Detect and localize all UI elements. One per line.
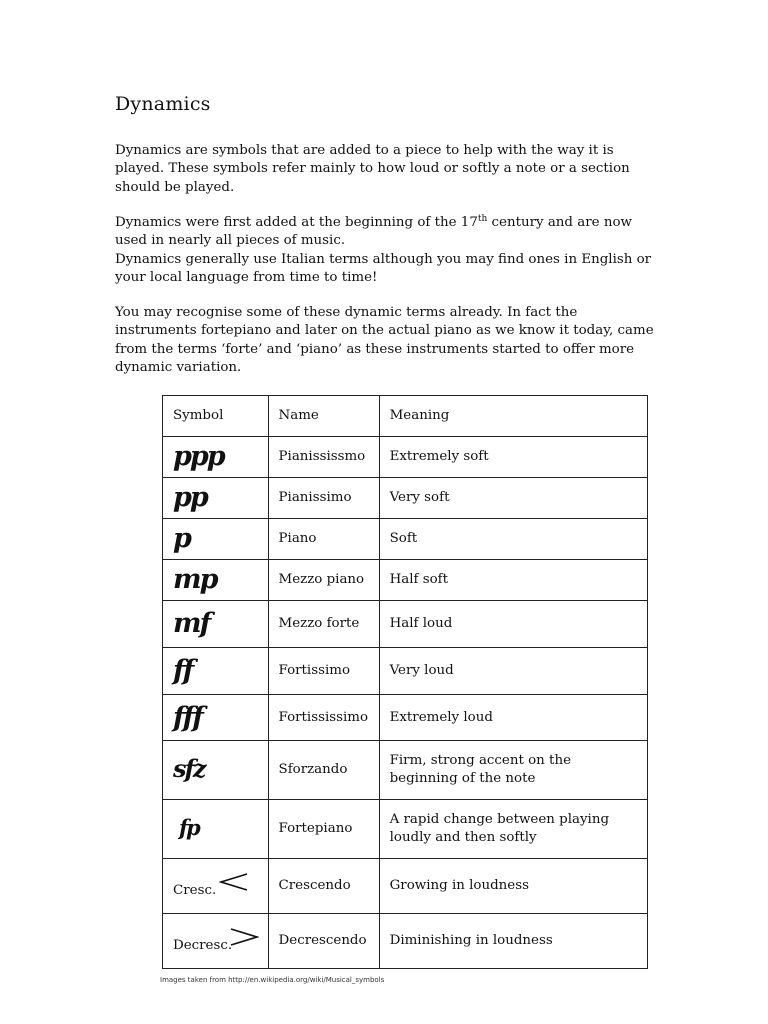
crescendo-hairpin-icon [219, 872, 249, 892]
table-row [163, 741, 648, 800]
crescendo-symbol [173, 866, 258, 906]
sfz-symbol: sfz [173, 754, 205, 783]
row-name: Fortissimo [268, 648, 379, 695]
decrescendo-hairpin-icon [229, 927, 259, 947]
page-title: Dynamics [115, 93, 211, 115]
row-name: Mezzo piano [268, 560, 379, 601]
table-row [163, 437, 648, 478]
row-meaning: Extremely loud [379, 695, 647, 741]
table-row [163, 800, 648, 859]
row-meaning: Growing in loudness [379, 859, 647, 914]
row-meaning: Very loud [379, 648, 647, 695]
header-name: Name [268, 396, 379, 437]
row-name: Pianissimo [268, 478, 379, 519]
ff-symbol: ff [173, 655, 193, 686]
table-row [163, 914, 648, 969]
table-row [163, 560, 648, 601]
row-name: Mezzo forte [268, 601, 379, 648]
cresc-label: Cresc. [173, 883, 217, 898]
table-row [163, 601, 648, 648]
intro-paragraph: Dynamics are symbols that are added to a piece to help with the way it is played. These symbols refer mainly to how loud or softly a note or a section should be played. [115, 143, 630, 195]
table-header-row [163, 396, 648, 437]
recognise-paragraph: You may recognise some of these dynamic terms already. In fact the instruments fortepiano and later on the actual piano as we know it today, came from the terms ‘forte’ and ‘piano’ as these instruments started to offer more dynamic variation. [115, 305, 654, 375]
row-meaning: Soft [379, 519, 647, 560]
fp-symbol: fp [179, 815, 199, 840]
fff-symbol: fff [173, 701, 202, 733]
history-paragraph [115, 214, 655, 287]
mf-symbol: mf [173, 608, 210, 639]
history-text-b: century and are now used in nearly all pieces of music. [115, 215, 632, 249]
row-meaning: Firm, strong accent on the beginning of the note [379, 741, 647, 800]
row-name: Sforzando [268, 741, 379, 800]
table-row [163, 478, 648, 519]
table-row [163, 695, 648, 741]
ppp-symbol: ppp [173, 441, 224, 472]
table-row [163, 519, 648, 560]
decresc-label: Decresc. [173, 938, 233, 953]
row-meaning: Extremely soft [379, 437, 647, 478]
row-meaning: Half soft [379, 560, 647, 601]
header-meaning: Meaning [379, 396, 647, 437]
table-row [163, 648, 648, 695]
decrescendo-symbol [173, 921, 258, 961]
table-row [163, 859, 648, 914]
ordinal-suffix: th [477, 214, 488, 224]
image-credit-footnote: Images taken from http://en.wikipedia.org/wiki/Musical_symbols [160, 976, 385, 984]
row-name: Fortepiano [268, 800, 379, 859]
p-symbol: p [173, 523, 190, 554]
row-name: Pianississmo [268, 437, 379, 478]
mp-symbol: mp [173, 564, 217, 595]
header-symbol: Symbol [163, 396, 269, 437]
row-meaning: Half loud [379, 601, 647, 648]
pp-symbol: pp [173, 482, 207, 513]
history-text-a: Dynamics were first added at the beginning of the 17 [115, 215, 478, 230]
italian-terms-text: Dynamics generally use Italian terms although you may find ones in English or your local language from time to time! [115, 251, 652, 285]
row-meaning: Diminishing in loudness [379, 914, 647, 969]
row-name: Decrescendo [268, 914, 379, 969]
row-meaning: A rapid change between playing loudly and then softly [379, 800, 647, 859]
row-name: Piano [268, 519, 379, 560]
row-meaning: Very soft [379, 478, 647, 519]
dynamics-table [162, 395, 648, 969]
row-name: Crescendo [268, 859, 379, 914]
row-name: Fortississimo [268, 695, 379, 741]
